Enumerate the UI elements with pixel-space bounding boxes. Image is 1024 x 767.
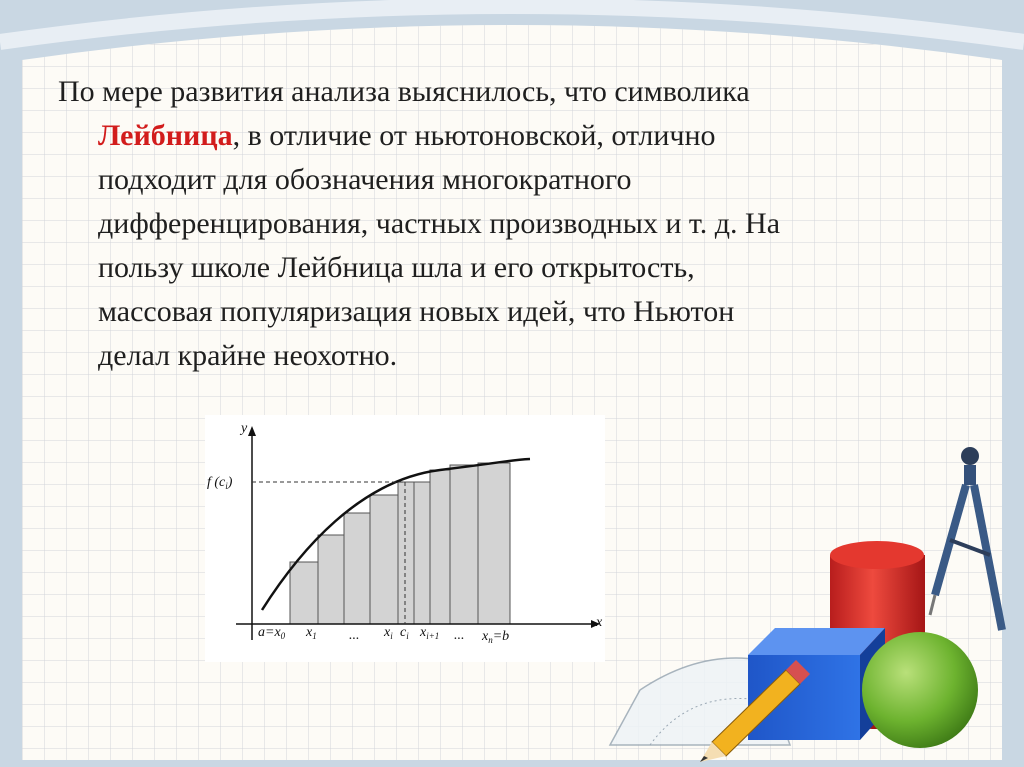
paragraph-line-1: По мере развития анализа выяснилось, что символика	[58, 75, 750, 108]
f-ci-label: f $(c_i)$	[207, 475, 233, 491]
x-label-xi1: $x_{i+1}$	[420, 625, 440, 641]
main-paragraph	[58, 70, 958, 378]
riemann-sum-diagram	[205, 415, 605, 662]
paragraph-line-6: массовая популяризация новых идей, что Ньютон	[98, 295, 735, 328]
x-label-ci: $c_i$	[400, 625, 409, 641]
paragraph-line-5: пользу школе Лейбница шла и его открытость,	[98, 251, 695, 284]
paragraph-line-2-rest: , в отличие от ньютоновской, отлично	[232, 119, 716, 152]
x-label-xi: $x_i$	[384, 625, 393, 641]
paragraph-line-4: дифференцирования, частных производных и т. д. На	[98, 207, 781, 240]
x-label-x1: $x_1$	[306, 625, 317, 641]
sphere-icon	[862, 632, 978, 748]
x-axis-label: x	[596, 615, 603, 630]
x-label-a-x0: $a=x_0$	[258, 625, 286, 641]
x-label-dots: ...	[349, 628, 360, 643]
y-axis-label: y	[241, 421, 248, 436]
x-label-dots-2: ...	[454, 628, 465, 643]
paragraph-line-7: делал крайне неохотно.	[98, 339, 398, 372]
paragraph-line-3: подходит для обозначения многократного	[98, 163, 632, 196]
x-label-xn-b: $x_n=b$	[482, 629, 510, 645]
leibniz-highlight: Лейбница	[98, 119, 233, 152]
paragraph-line-2	[58, 114, 958, 158]
